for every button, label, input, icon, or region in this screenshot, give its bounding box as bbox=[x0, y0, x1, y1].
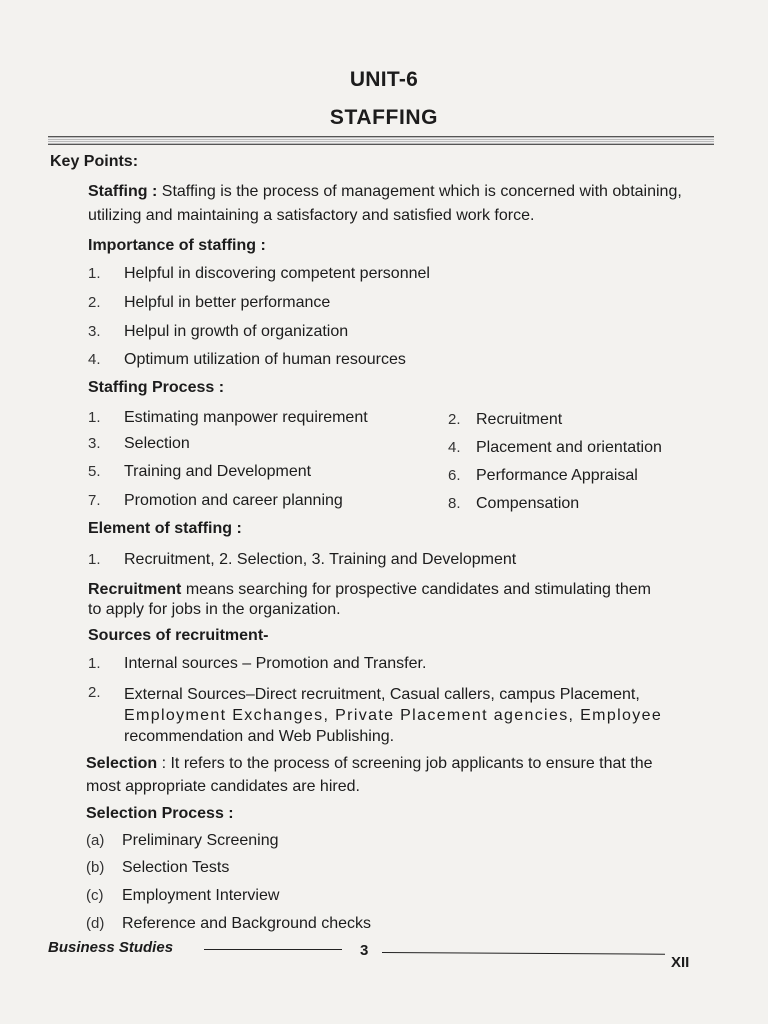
list-text: Employment Exchanges, Private Placement agencies, Employee bbox=[124, 707, 663, 724]
footer-subject: Business Studies bbox=[48, 939, 174, 956]
list-text: Estimating manpower requirement bbox=[124, 409, 368, 426]
sources-heading: Sources of recruitment- bbox=[88, 627, 269, 644]
list-number: 1. bbox=[88, 409, 101, 426]
unit-heading: UNIT-6 bbox=[349, 68, 419, 91]
selection-term: Selection bbox=[86, 755, 158, 772]
list-number: 2. bbox=[88, 294, 101, 311]
list-number: 6. bbox=[448, 467, 461, 484]
list-text: Employment Interview bbox=[122, 887, 280, 904]
list-text: Reference and Background checks bbox=[122, 915, 372, 932]
staffing-def-line2: utilizing and maintaining a satisfactory and satisfied work force. bbox=[88, 207, 535, 224]
importance-heading: Importance of staffing : bbox=[88, 237, 266, 254]
list-number: 1. bbox=[88, 551, 101, 568]
list-text: Optimum utilization of human resources bbox=[124, 351, 406, 368]
list-number: 1. bbox=[88, 265, 101, 282]
footer-page-number: 3 bbox=[360, 942, 369, 959]
list-number: 5. bbox=[88, 463, 101, 480]
staffing-term: Staffing : bbox=[88, 183, 158, 200]
staffing-def-line1: Staffing is the process of management which is concerned with obtaining, bbox=[161, 183, 682, 200]
list-text: Helpul in growth of organization bbox=[124, 323, 349, 340]
list-number: 1. bbox=[88, 655, 101, 672]
list-number: (a) bbox=[86, 832, 105, 849]
selection-definition bbox=[86, 753, 653, 774]
list-number: (b) bbox=[86, 859, 105, 876]
selection-def-line1: : It refers to the process of screening job applicants to ensure that the bbox=[161, 755, 653, 772]
list-number: 2. bbox=[88, 684, 101, 701]
list-number: (c) bbox=[86, 887, 104, 904]
list-text: Training and Development bbox=[124, 463, 312, 480]
recruitment-term: Recruitment bbox=[88, 581, 182, 598]
selection-def-line2: most appropriate candidates are hired. bbox=[86, 778, 360, 795]
footer-rule-right bbox=[382, 952, 665, 955]
recruitment-definition bbox=[88, 579, 651, 600]
list-text: Helpful in better performance bbox=[124, 294, 331, 311]
list-text: Internal sources – Promotion and Transfer. bbox=[124, 655, 427, 672]
list-text: Performance Appraisal bbox=[476, 467, 638, 484]
title-rule-divider bbox=[48, 136, 714, 145]
list-text: Promotion and career planning bbox=[124, 492, 343, 509]
footer-class: XII bbox=[671, 954, 690, 971]
key-points-label: Key Points: bbox=[50, 153, 139, 170]
list-number: 4. bbox=[448, 439, 461, 456]
recruitment-def-line1: means searching for prospective candidates and stimulating them bbox=[185, 581, 651, 598]
list-text: Placement and orientation bbox=[476, 439, 662, 456]
list-number: 3. bbox=[88, 435, 101, 452]
list-text: Preliminary Screening bbox=[122, 832, 279, 849]
list-text: Recruitment bbox=[476, 411, 563, 428]
page-title: STAFFING bbox=[329, 106, 439, 129]
list-number: 4. bbox=[88, 351, 101, 368]
footer-rule-left bbox=[204, 949, 342, 950]
list-text: Helpful in discovering competent personnel bbox=[124, 265, 430, 282]
list-text: recommendation and Web Publishing. bbox=[124, 728, 395, 745]
selection-process-heading: Selection Process : bbox=[86, 805, 234, 822]
list-text: Selection Tests bbox=[122, 859, 230, 876]
list-number: 3. bbox=[88, 323, 101, 340]
list-number: (d) bbox=[86, 915, 105, 932]
element-item-text: Recruitment, 2. Selection, 3. Training and Development bbox=[124, 551, 517, 568]
staffing-definition bbox=[88, 181, 682, 202]
element-heading: Element of staffing : bbox=[88, 520, 242, 537]
list-text: Compensation bbox=[476, 495, 580, 512]
list-text: External Sources–Direct recruitment, Casual callers, campus Placement, bbox=[124, 686, 640, 703]
list-number: 7. bbox=[88, 492, 101, 509]
recruitment-def-line2: to apply for jobs in the organization. bbox=[88, 601, 341, 618]
staffing-process-heading: Staffing Process : bbox=[88, 379, 225, 396]
list-text: Selection bbox=[124, 435, 190, 452]
list-number: 8. bbox=[448, 495, 461, 512]
list-number: 2. bbox=[448, 411, 461, 428]
